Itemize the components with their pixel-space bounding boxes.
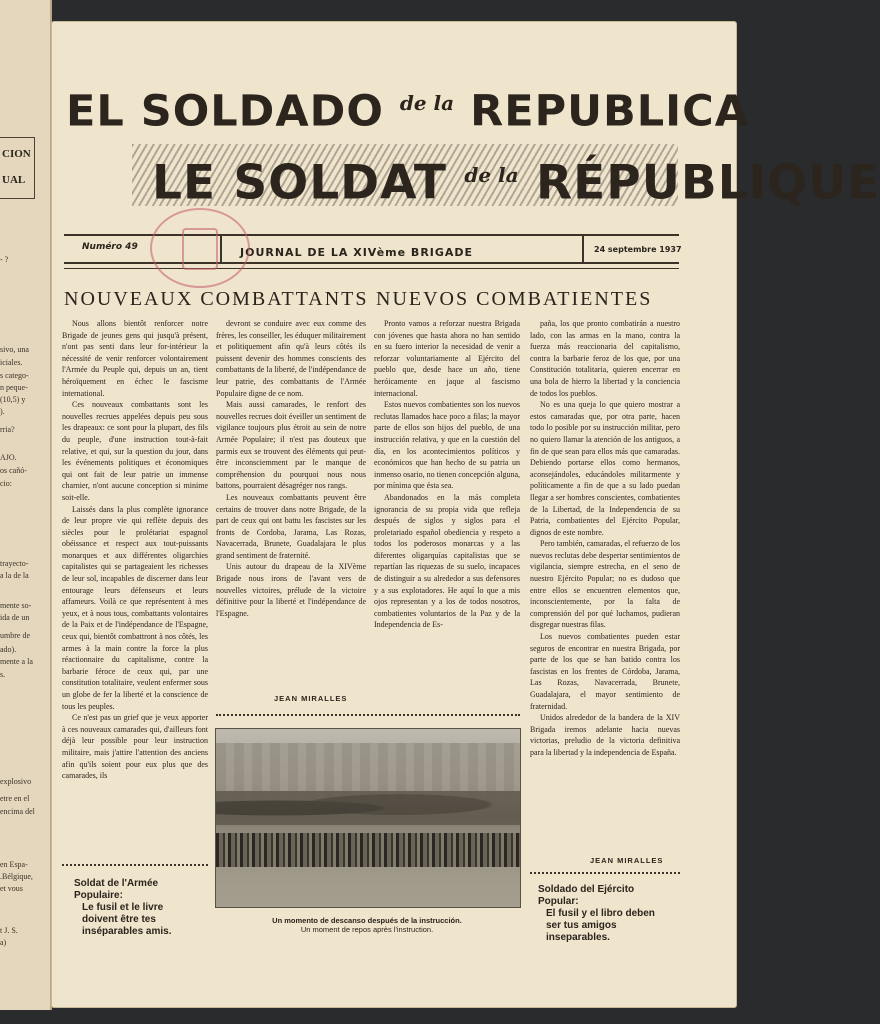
box-divider [62,864,208,866]
adjacent-page-line: s. [0,670,6,679]
paragraph: Abandonados en la más completa ignorancia de su propia vida que refleja después de siglos y siglos para el proletariado español obediencia y respeto a todos los poderosos monarcas y a las diferentes oligarquías capitalistas que se repartían las riquezas de su suelo, incapaces de distinguir a su alrededor a sus defensores y a sus explotadores. He aquí lo que a mis ojos representan y a los de todos nosotros, combatientes voluntarios de la Paz y de la Independencia de Es- [374,492,520,630]
adjacent-page-line: rria? [0,425,15,434]
adjacent-page-line: encima del [0,807,35,816]
paragraph: Unidos alrededor de la bandera de la XIV Brigada iremos adelante hacia nuevas victorias, preludio de la victoria definitiva para la libertad y la independencia de España. [530,713,680,757]
paragraph: Les nouveaux combattants peuvent être certains de trouver dans notre Brigade, de la part de ceux qui ont battu les fascistes sur les fronts de Cordoba, Jarama, Las Rozas, Navacerrada, Brunete, Guadalajara le plus grand sentiment de fraternité. [216,492,366,560]
library-stamp [150,208,250,288]
adjacent-page-line: iciales. [0,358,23,367]
adjacent-page-line: explosivo [0,777,32,786]
article-column-4 [530,318,680,850]
adjacent-page-line: os cañó- [0,466,27,475]
paragraph: devront se conduire avec eux comme des frères, les conseiller, les éduquer militairement et politiquement afin qu'à leurs côtés ils puissent devenir des hommes conscients des combattants de la liberté, de l'indépendance de leur patrie, des combattants de l'Armée Populaire digne de ce nom. [216,319,366,398]
paragraph: Unis autour du drapeau de la XIVème Brigade nous irons de l'avant vers de nouvelles victoires, prélude de la victoire définitive pour la liberté et l'indépendance de l'Espagne. [216,562,366,618]
paragraph: Pronto vamos a reforzar nuestra Brigada con jóvenes que hasta ahora no han sentido en su fuero interior la necesidad de venir a reforzar voluntariamente al Ejército del pueblo que, desde hace un año, tiene heróicamente en jaque al fascismo internacional. [374,319,520,398]
header-divider [582,236,584,262]
signature-french: JEAN MIRALLES [274,694,348,703]
adjacent-page-line: .Bélgique, [0,872,33,881]
adjacent-page-line: a) [0,938,7,947]
photo-trees [216,791,520,825]
adjacent-box-line: UAL [2,174,26,186]
paragraph: Estos nuevos combatientes son los nuevos reclutas llamados hace poco a filas; la mayor parte de ellos son hijos del pueblo, de una instrucción relativa, y que en la cuestión del día, en los acontecimientos políticos y económicos que han hecho de su patria un inmenso osario, no tienen concepción alguna, por mínima que ésta sea. [374,400,520,491]
photo-soldiers-resting [215,728,521,908]
article-column-3 [374,318,520,700]
masthead-spanish: EL SOLDADO $^{de la}$ REPUBLICA [66,86,750,137]
slogan-box-spanish [538,884,668,944]
masthead-french: LE SOLDAT $^{de la}$ RÉPUBLIQUE [152,155,880,211]
paragraph: Ces nouveaux combattants sont les nouvelles recrues appelées depuis peu sous les drapeaux: ce sont pour la plupart, des fils du peuple, d'une instruction tout-à-fait relative, et qui, sur la question du jour, dans les événements politiques et économiques qui ont fait de leur patrie un immense charnier, n'ont aucune conception si minime soit-elle. [62,400,208,502]
adjacent-page-line: - ? [0,255,9,264]
adjacent-page-line: trayecto- [0,559,29,568]
slogan-box-french [74,878,200,938]
paragraph: No es una queja lo que quiero mostrar a estos camaradas que, por otra parte, hacen todo lo posible por su instrucción militar, pero no quiero llamar la atención de los antiguos, a fin de que sean para ellos más que camaradas. Debiendo portarse ellos como hermanos, aconsejándoles, educándoles militarmente y políticamente a fin de que a su lado puedan llegar a ser hombres conscientes, combatientes de la Libertad, de la Independencia de su Patria, combatientes del Ejército Popular, dignos de este nombre. [530,400,680,537]
signature-spanish: JEAN MIRALLES [590,856,664,865]
journal-title: JOURNAL DE LA XIVème BRIGADE [240,246,474,259]
adjacent-page-line: (10,5) y [0,395,26,404]
adjacent-page-line: ado). [0,645,17,654]
slogan-title: Soldado del Ejército Popular: [538,884,635,907]
photo-caption [215,916,519,934]
newspaper-page [52,22,880,1007]
paragraph: paña, los que pronto combatirán a nuestro lado, con las armas en la mano, contra la fuerza más reaccionaria del capitalismo, contra la barbarie feroz de los que, por una Constitución totalitaria, quieren encerrar en una bola de hierro la libertad y la conciencia de todos los pueblos. [530,319,680,398]
adjacent-box [0,137,35,199]
paragraph: Pero también, camaradas, el refuerzo de los nuevos reclutas debe despertar sentimientos de vigilancia, siempre estrecha, en el seno de nuestro Ejército Popular; no es dudoso que entre ellos se encuentren elementos que, inconscientemente, por la falta de comprensión del por qué luchamos, pudieran disgregar nuestras filas. [530,539,680,630]
box-divider [530,872,680,874]
adjacent-box-line: CION [2,148,31,160]
adjacent-page-line: t J. S. [0,926,18,935]
adjacent-page-line: AJO. [0,453,17,462]
issue-number: Numéro 49 [82,242,138,252]
slogan-title: Soldat de l'Armée Populaire: [74,878,159,901]
slogan-body: El fusil y el libro deben ser tus amigos inseparables. [546,908,655,943]
adjacent-page-line: mente so- [0,601,32,610]
adjacent-page-line: et vous [0,884,23,893]
paragraph: Mais aussi camarades, le renfort des nouvelles recrues doit éveiller un sentiment de vigilance toujours plus étroit au sein de notre Armée Populaire; il n'est pas douteux que parmis eux se trouvent des éléments qui peut-être inconsciemment par le manque de compréhension du pourquoi nous nous battons, pourraient désagréger nos rangs. [216,400,366,491]
adjacent-page-line: etre en el [0,794,30,803]
paragraph: Ce n'est pas un grief que je veux apporter à ces nouveaux camarades qui, d'ailleurs font déjà leur possible pour leur instruction militaire, mais j'attire l'attention des anciens afin qu'ils soient pour eux plus que des camarades, ils [62,713,208,781]
adjacent-page-line: umbre de [0,631,30,640]
photo-crowd [216,833,520,867]
adjacent-page-line: ). [0,407,5,416]
adjacent-page-line: cio: [0,479,12,488]
adjacent-page-line: a la de la [0,571,29,580]
article-column-2 [216,318,366,692]
article-column-1 [62,318,208,870]
adjacent-page-line: en Espa- [0,860,28,869]
adjacent-page-line: mente a la [0,657,33,666]
paragraph: Laissés dans la plus complète ignorance de leur propre vie qui reflète depuis des siècles pour le prolétariat espagnol obéissance et respect aux tout-puissants monarques et aux différentes oligarchies capitalistes qui se partageaient les richesses de leur sol, incapables de discerner dans leur entourage leurs défenseurs et leurs affameurs. Voilà ce que représentent à mes yeux, et à nous tous, combattants volontaires de la Paix et de l'indépendance de l'Espagne, ceux qui, bientôt combattront à nos côtés, les armes à la main contre la force la plus réactionnaire du capitalisme, contre la barbarie féroce de ceux qui, par une constitution totalitaire, veulent enfermer sous un globe de fer la liberté et la conscience de tous les peuples. [62,504,208,711]
adjacent-page-line: sivo, una [0,345,29,354]
adjacent-page-line: s catego- [0,371,29,380]
adjacent-page-strip [0,0,52,1010]
headline-french: NOUVEAUX COMBATTANTS [64,288,369,310]
paragraph: Los nuevos combatientes pueden estar seguros de encontrar en nuestra Brigada, por parte de los que se han batido contra los fascistas en los frentes de Córdoba, Jarama, Las Rozas, Navacerrada, Brunete, Guadalajara, el mayor sentimiento de fraternidad. [530,632,680,711]
headline-spanish: NUEVOS COMBATIENTES [376,288,653,310]
adjacent-page-line: ida de un [0,613,30,622]
slogan-body: Le fusil et le livre doivent être tes inséparables amis. [82,902,172,937]
section-divider [216,714,520,716]
caption-french: Un moment de repos après l'instruction. [300,925,434,934]
issue-date: 24 septembre 1937 [594,245,682,254]
paragraph: Nous allons bientôt renforcer notre Brigade de jeunes gens qui jusqu'à présent, n'ont pas senti dans leur for-intérieur la nécessité de venir renforcer volontairement l'Armée du Peuple qui, depuis un an, tient héroïquement en échec le fascisme international. [62,319,208,398]
caption-spanish: Un momento de descanso después de la instrucción. [272,916,462,925]
adjacent-page-line: n peque- [0,383,28,392]
